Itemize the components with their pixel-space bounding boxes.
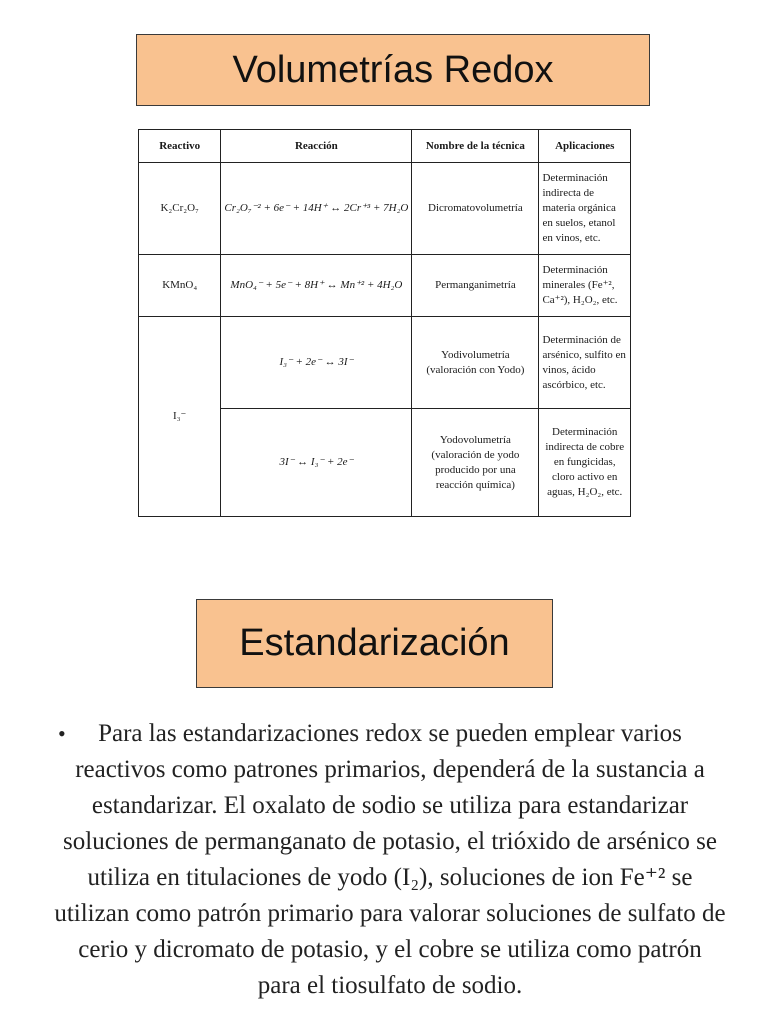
redox-table bbox=[138, 129, 631, 517]
header-reactivo: Reactivo bbox=[139, 130, 221, 163]
cell-tecnica: Yodivolumetría (valoración con Yodo) bbox=[412, 317, 539, 409]
table-header-row bbox=[139, 130, 631, 163]
body-paragraph: Para las estandarizaciones redox se pueden emplear varios reactivos como patrones primarios, dependerá de la sustancia a estandarizar. El oxalato de sodio se utiliza para estandarizar soluciones de permanganato de potasio, el trióxido de arsénico se utiliza en titulaciones de yodo (I₂), soluciones de ion Fe⁺² se utilizan como patrón primario para valorar soluciones de sulfato de cerio y dicromato de potasio, y el cobre se utiliza como patrón para el tiosulfato de sodio. bbox=[54, 720, 726, 999]
cell-tecnica: Yodovolumetría (valoración de yodo producido por una reacción química) bbox=[412, 409, 539, 517]
cell-aplicaciones: Determinación indirecta de cobre en fungicidas, cloro activo en aguas, H₂O₂, etc. bbox=[539, 409, 631, 517]
cell-reactivo: I₃⁻ bbox=[139, 317, 221, 517]
cell-reaccion: Cr₂O₇⁻² + 6e⁻ + 14H⁺ ↔ 2Cr⁺³ + 7H₂O bbox=[221, 163, 412, 255]
cell-reaccion: MnO₄⁻ + 5e⁻ + 8H⁺ ↔ Mn⁺² + 4H₂O bbox=[221, 255, 412, 317]
header-tecnica: Nombre de la técnica bbox=[412, 130, 539, 163]
table-row bbox=[139, 255, 631, 317]
table-row bbox=[139, 317, 631, 409]
section-title-estandarizacion: Estandarización bbox=[196, 599, 553, 688]
cell-reaccion: I₃⁻ + 2e⁻ ↔ 3I⁻ bbox=[221, 317, 412, 409]
cell-aplicaciones: Determinación indirecta de materia orgánica en suelos, etanol en vinos, etc. bbox=[539, 163, 631, 255]
header-reaccion: Reacción bbox=[221, 130, 412, 163]
cell-tecnica: Permanganimetría bbox=[412, 255, 539, 317]
header-aplicaciones: Aplicaciones bbox=[539, 130, 631, 163]
bullet-marker: • bbox=[58, 721, 66, 746]
section-title-redox: Volumetrías Redox bbox=[136, 34, 650, 106]
cell-aplicaciones: Determinación minerales (Fe⁺², Ca⁺²), H₂O₂, etc. bbox=[539, 255, 631, 317]
cell-aplicaciones: Determinación de arsénico, sulfito en vinos, ácido ascórbico, etc. bbox=[539, 317, 631, 409]
cell-tecnica: Dicromatovolumetría bbox=[412, 163, 539, 255]
cell-reaccion: 3I⁻ ↔ I₃⁻ + 2e⁻ bbox=[221, 409, 412, 517]
cell-reactivo: K₂Cr₂O₇ bbox=[139, 163, 221, 255]
table-row bbox=[139, 163, 631, 255]
cell-reactivo: KMnO₄ bbox=[139, 255, 221, 317]
